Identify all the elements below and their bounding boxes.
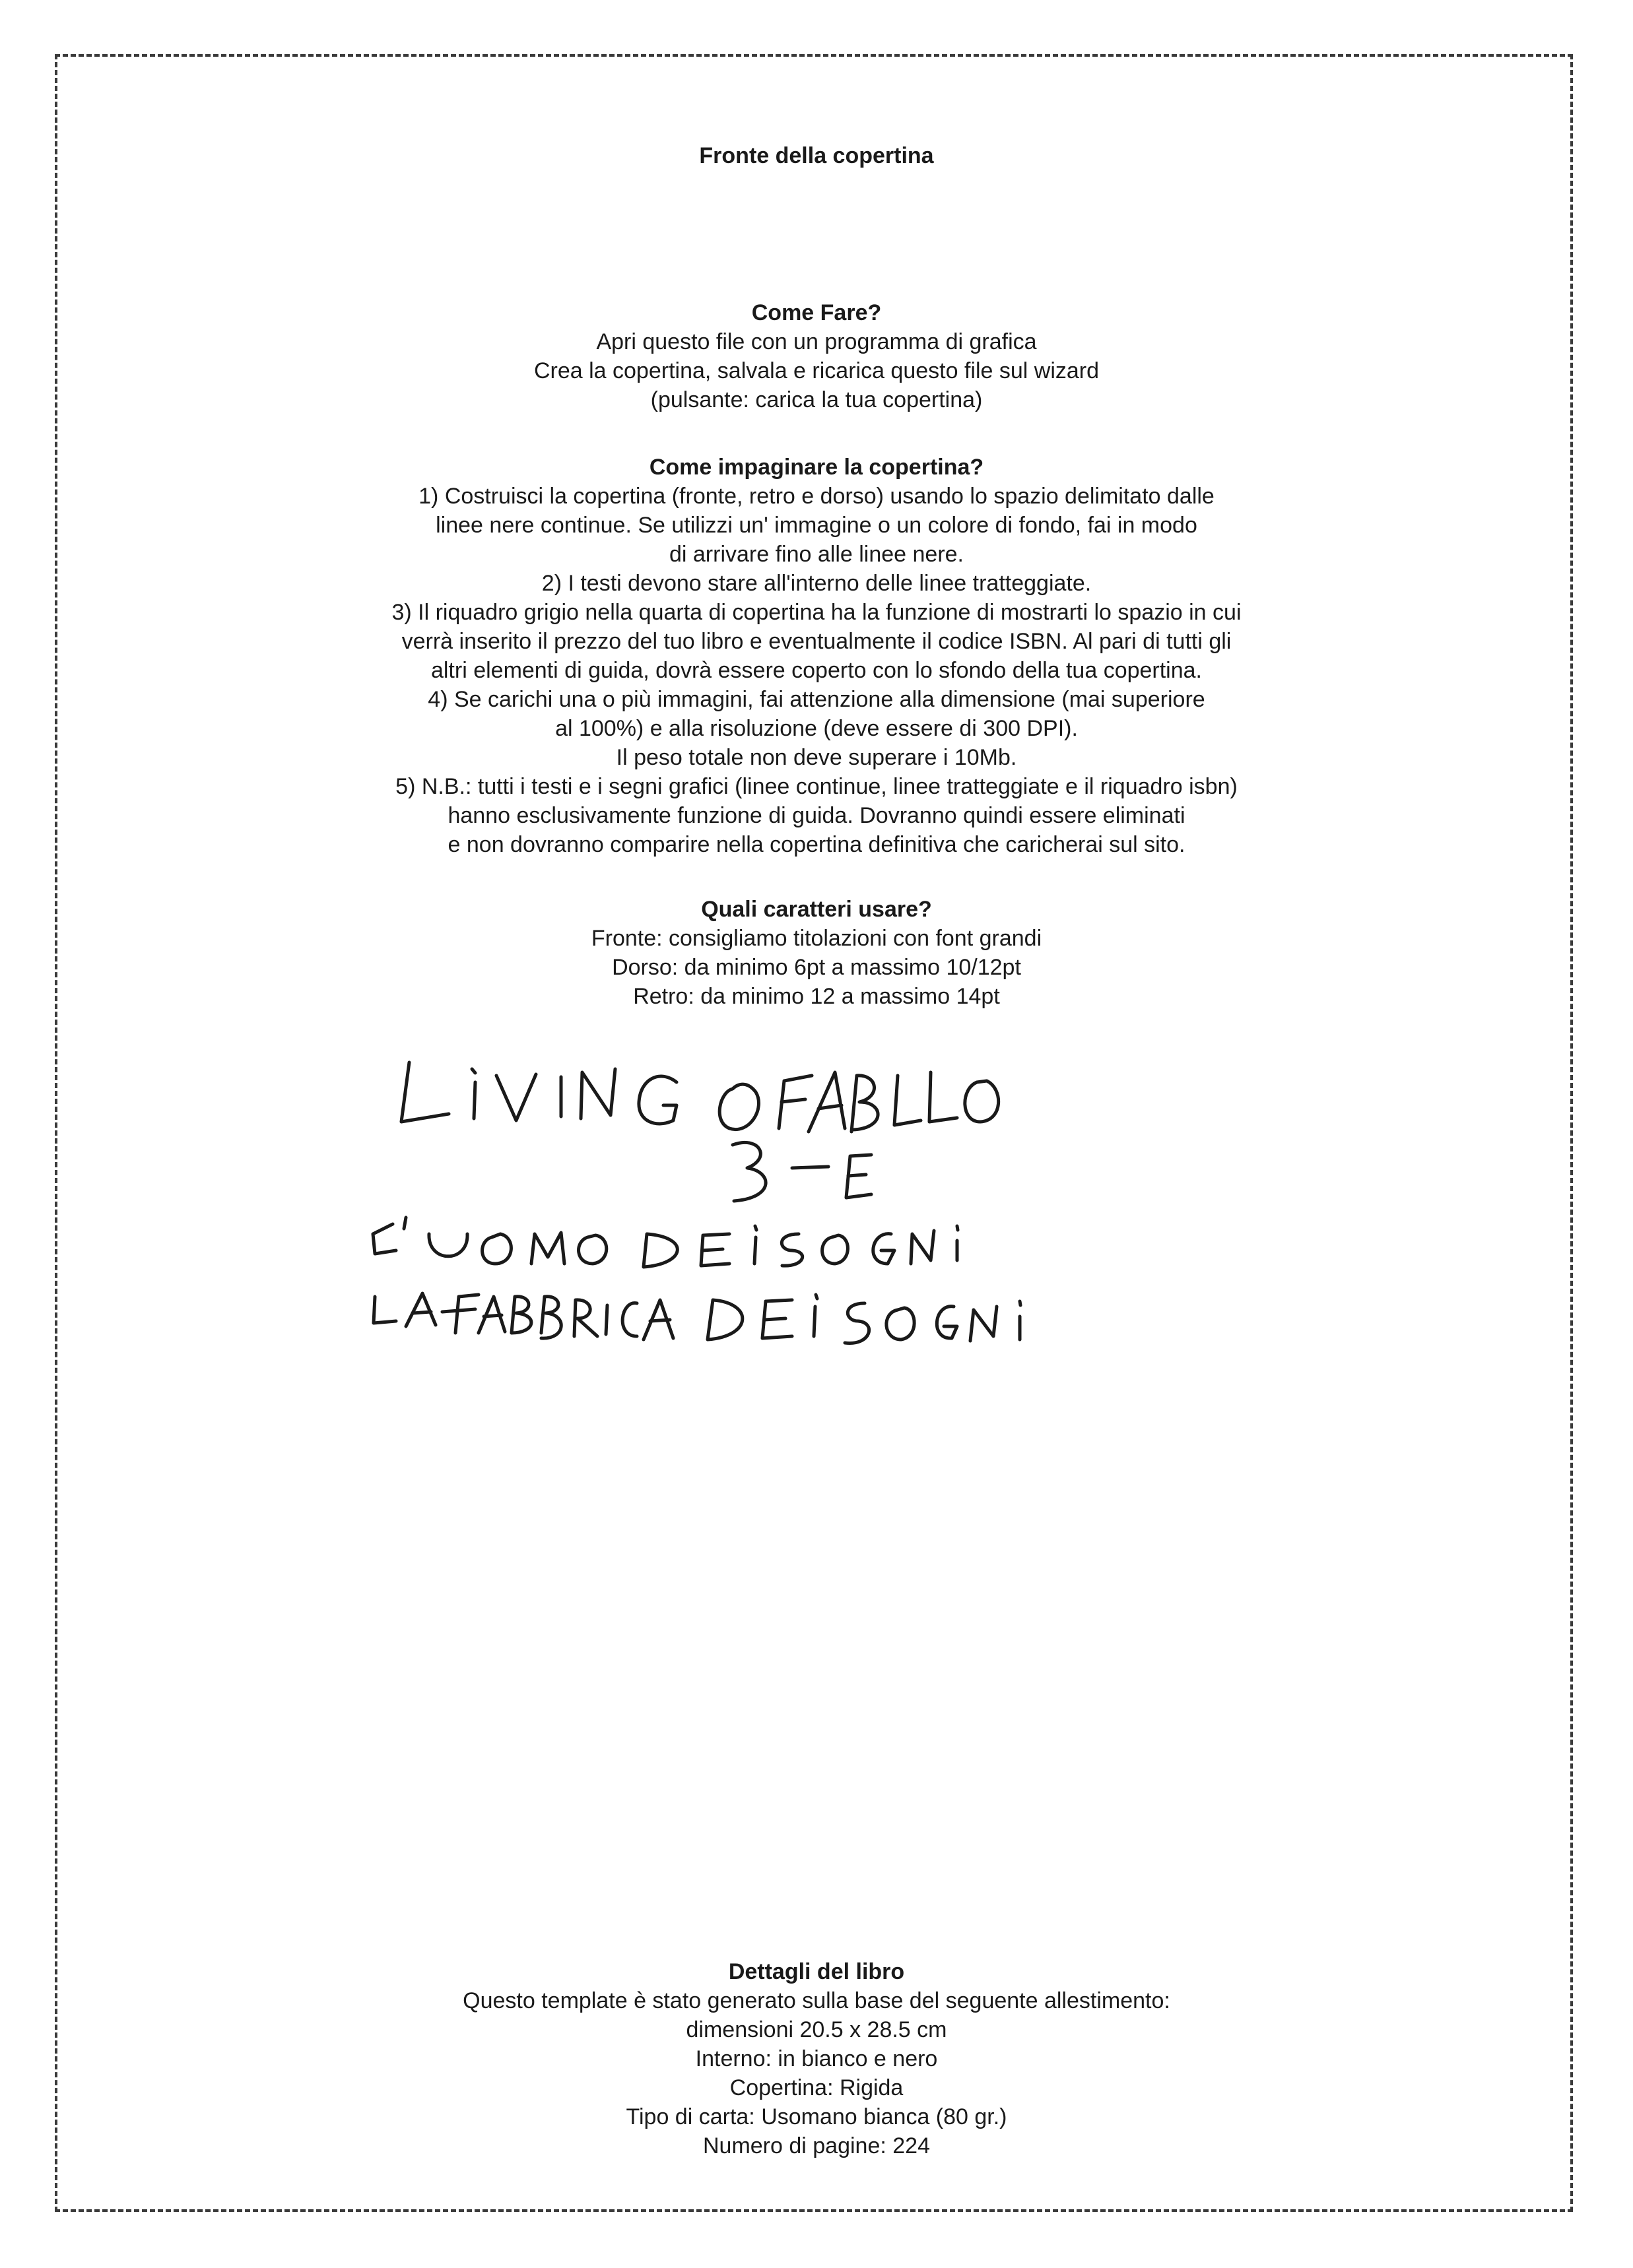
fonts-line: Dorso: da minimo 6pt a massimo 10/12pt (612, 955, 1021, 980)
handwriting-line-4 (374, 1293, 1020, 1343)
layout-line: 3) Il riquadro grigio nella quarta di copertina ha la funzione di mostrarti lo spazio in cui (391, 600, 1242, 625)
layout-line: al 100%) e alla risoluzione (deve essere di 300 DPI). (555, 716, 1078, 741)
fonts-section (0, 895, 1633, 1011)
details-line: Interno: in bianco e nero (695, 2046, 938, 2071)
how-to-heading: Come Fare? (751, 300, 882, 325)
layout-line: di arrivare fino alle linee nere. (669, 542, 964, 567)
handwriting-line-2 (733, 1142, 871, 1201)
details-line: Questo template è stato generato sulla base del seguente allestimento: (463, 1988, 1170, 2013)
front-cover-title: Fronte della copertina (699, 143, 934, 168)
layout-line: 1) Costruisci la copertina (fronte, retro e dorso) usando lo spazio delimitato dalle (418, 484, 1215, 509)
layout-line: 2) I testi devono stare all'interno delle linee tratteggiate. (541, 571, 1092, 596)
layout-line: verrà inserito il prezzo del tuo libro e eventualmente il codice ISBN. Al pari di tutti gli (401, 629, 1232, 654)
layout-line: 4) Se carichi una o più immagini, fai attenzione alla dimensione (mai superiore (428, 687, 1205, 712)
layout-line: e non dovranno comparire nella copertina definitiva che caricherai sul sito. (448, 832, 1185, 857)
front-cover-title-block (0, 141, 1633, 170)
handwritten-title-sketch (343, 1036, 1201, 1379)
layout-line: Il peso totale non deve superare i 10Mb. (616, 745, 1017, 770)
fonts-line: Fronte: consigliamo titolazioni con font grandi (591, 926, 1042, 951)
layout-section (0, 453, 1633, 859)
layout-line: altri elementi di guida, dovrà essere coperto con lo sfondo della tua copertina. (430, 658, 1203, 683)
details-heading: Dettagli del libro (728, 1959, 905, 1984)
how-to-section (0, 298, 1633, 414)
how-to-line: Crea la copertina, salvala e ricarica questo file sul wizard (533, 358, 1100, 383)
how-to-line: (pulsante: carica la tua copertina) (650, 387, 983, 412)
layout-line: 5) N.B.: tutti i testi e i segni grafici (linee continue, linee tratteggiate e il riquadro isbn) (395, 774, 1238, 799)
book-details-section (0, 1957, 1633, 2160)
layout-heading: Come impaginare la copertina? (649, 455, 984, 480)
fonts-line: Retro: da minimo 12 a massimo 14pt (633, 984, 1000, 1009)
details-line: Numero di pagine: 224 (702, 2133, 930, 2158)
details-line: Tipo di carta: Usomano bianca (80 gr.) (626, 2104, 1007, 2129)
fonts-heading: Quali caratteri usare? (701, 897, 932, 922)
details-line: Copertina: Rigida (729, 2075, 904, 2100)
layout-line: linee nere continue. Se utilizzi un' immagine o un colore di fondo, fai in modo (436, 513, 1197, 538)
details-line: dimensioni 20.5 x 28.5 cm (686, 2017, 947, 2042)
how-to-line: Apri questo file con un programma di grafica (596, 329, 1037, 354)
handwriting-line-3 (373, 1217, 958, 1267)
layout-line: hanno esclusivamente funzione di guida. Dovranno quindi essere eliminati (448, 803, 1185, 828)
handwriting-line-1 (401, 1062, 999, 1132)
